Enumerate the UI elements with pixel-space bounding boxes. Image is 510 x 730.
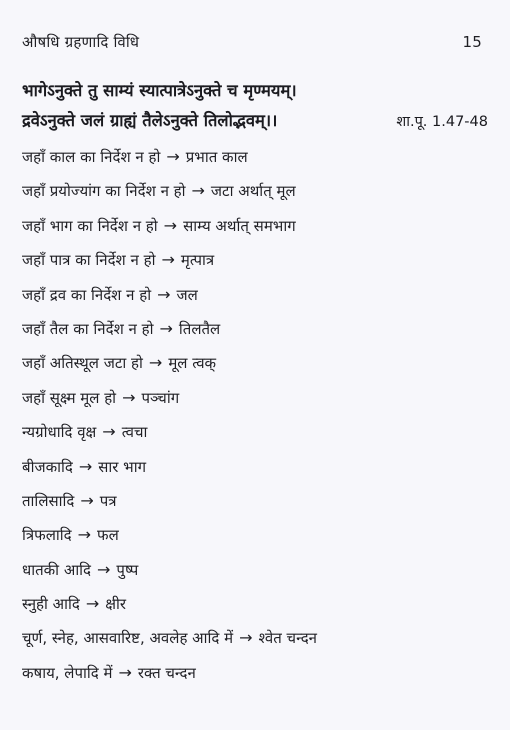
rule-condition: कषाय, लेपादि में (22, 663, 113, 682)
right-arrow-icon: → (118, 662, 132, 682)
sanskrit-verse-line-2 (22, 108, 488, 131)
rules-list (22, 140, 488, 690)
right-arrow-icon: → (163, 215, 178, 235)
rule-result: साम्य अर्थात् समभाग (183, 216, 296, 235)
right-arrow-icon: → (80, 490, 94, 510)
right-arrow-icon: → (102, 422, 116, 442)
rule-condition: जहाँ सूक्ष्म मूल हो (22, 388, 117, 407)
rule-result: तिलतैल (178, 319, 221, 338)
page-number: 15 (462, 33, 482, 51)
rule-item (22, 312, 488, 346)
sanskrit-verse-line-2-text: द्रवेऽनुक्ते जलं ग्राह्यं तैलेऽनुक्ते तिलोद्भवम्।। (22, 111, 278, 130)
rule-item (22, 209, 488, 243)
rule-condition: तालिसादि (22, 491, 75, 510)
rule-result: जटा अर्थात् मूल (210, 182, 296, 201)
rule-condition: जहाँ द्रव का निर्देश न हो (22, 285, 152, 304)
rule-condition: जहाँ तैल का निर्देश न हो (22, 319, 154, 338)
rule-condition: जहाँ पात्र का निर्देश न हो (22, 251, 156, 270)
rule-result: प्रभात काल (185, 148, 248, 166)
rule-result: मृत्पात्र (180, 251, 215, 270)
rule-condition: धातकी आदि (22, 560, 92, 579)
rule-result: सार भाग (98, 457, 147, 476)
rule-item (22, 656, 488, 690)
rule-item (22, 415, 488, 449)
page-title: औषधि ग्रहणादि विधि (22, 33, 140, 51)
rule-result: रक्त चन्दन (137, 663, 196, 682)
rule-result: जल (176, 285, 198, 304)
rule-item (22, 140, 488, 174)
verse-reference: शा.पू. 1.47-48 (396, 114, 488, 130)
rule-condition: जहाँ अतिस्थूल जटा हो (22, 354, 143, 373)
right-arrow-icon: → (159, 318, 173, 338)
rule-item (22, 587, 488, 621)
rule-item (22, 243, 488, 277)
rule-condition: न्यग्रोधादि वृक्ष (22, 423, 97, 442)
rule-item (22, 450, 488, 484)
rule-condition: जहाँ भाग का निर्देश न हो (22, 216, 158, 235)
rule-condition: जहाँ काल का निर्देश न हो (22, 148, 161, 166)
rule-condition: जहाँ प्रयोज्यांग का निर्देश न हो (22, 182, 186, 201)
rule-item (22, 518, 488, 552)
rule-condition: बीजकादि (22, 457, 73, 476)
right-arrow-icon: → (148, 353, 163, 373)
rule-item (22, 381, 488, 415)
right-arrow-icon: → (239, 628, 253, 648)
right-arrow-icon: → (85, 594, 100, 614)
rule-item (22, 174, 488, 208)
rule-item (22, 346, 488, 380)
rule-condition: चूर्ण, स्नेह, आसवारिष्ट, अवलेह आदि में (22, 629, 234, 648)
right-arrow-icon: → (166, 147, 180, 166)
rule-result: क्षीर (105, 595, 127, 614)
right-arrow-icon: → (78, 456, 93, 476)
rule-result: पत्र (99, 491, 117, 510)
right-arrow-icon: → (97, 559, 111, 579)
rule-item (22, 553, 488, 587)
rule-item (22, 621, 488, 655)
sanskrit-verse-line-1: भागेऽनुक्ते तु साम्यं स्यात्पात्रेऽनुक्ते च मृण्मयम्। (22, 81, 297, 100)
page-header (22, 30, 482, 54)
rule-condition: त्रिफलादि (22, 526, 72, 545)
rule-result: त्वचा (121, 423, 148, 442)
rule-item (22, 484, 488, 518)
rule-result: श्वेत चन्दन (258, 629, 317, 648)
right-arrow-icon: → (157, 284, 171, 304)
rule-item (22, 278, 488, 312)
right-arrow-icon: → (77, 525, 92, 545)
right-arrow-icon: → (122, 387, 136, 407)
right-arrow-icon: → (191, 181, 205, 201)
rule-result: पुष्प (116, 560, 139, 579)
rule-result: फल (97, 526, 119, 545)
rule-result: पञ्चांग (141, 388, 180, 407)
rule-result: मूल त्वक् (168, 354, 217, 373)
right-arrow-icon: → (161, 250, 175, 270)
rule-condition: स्नुही आदि (22, 595, 80, 614)
